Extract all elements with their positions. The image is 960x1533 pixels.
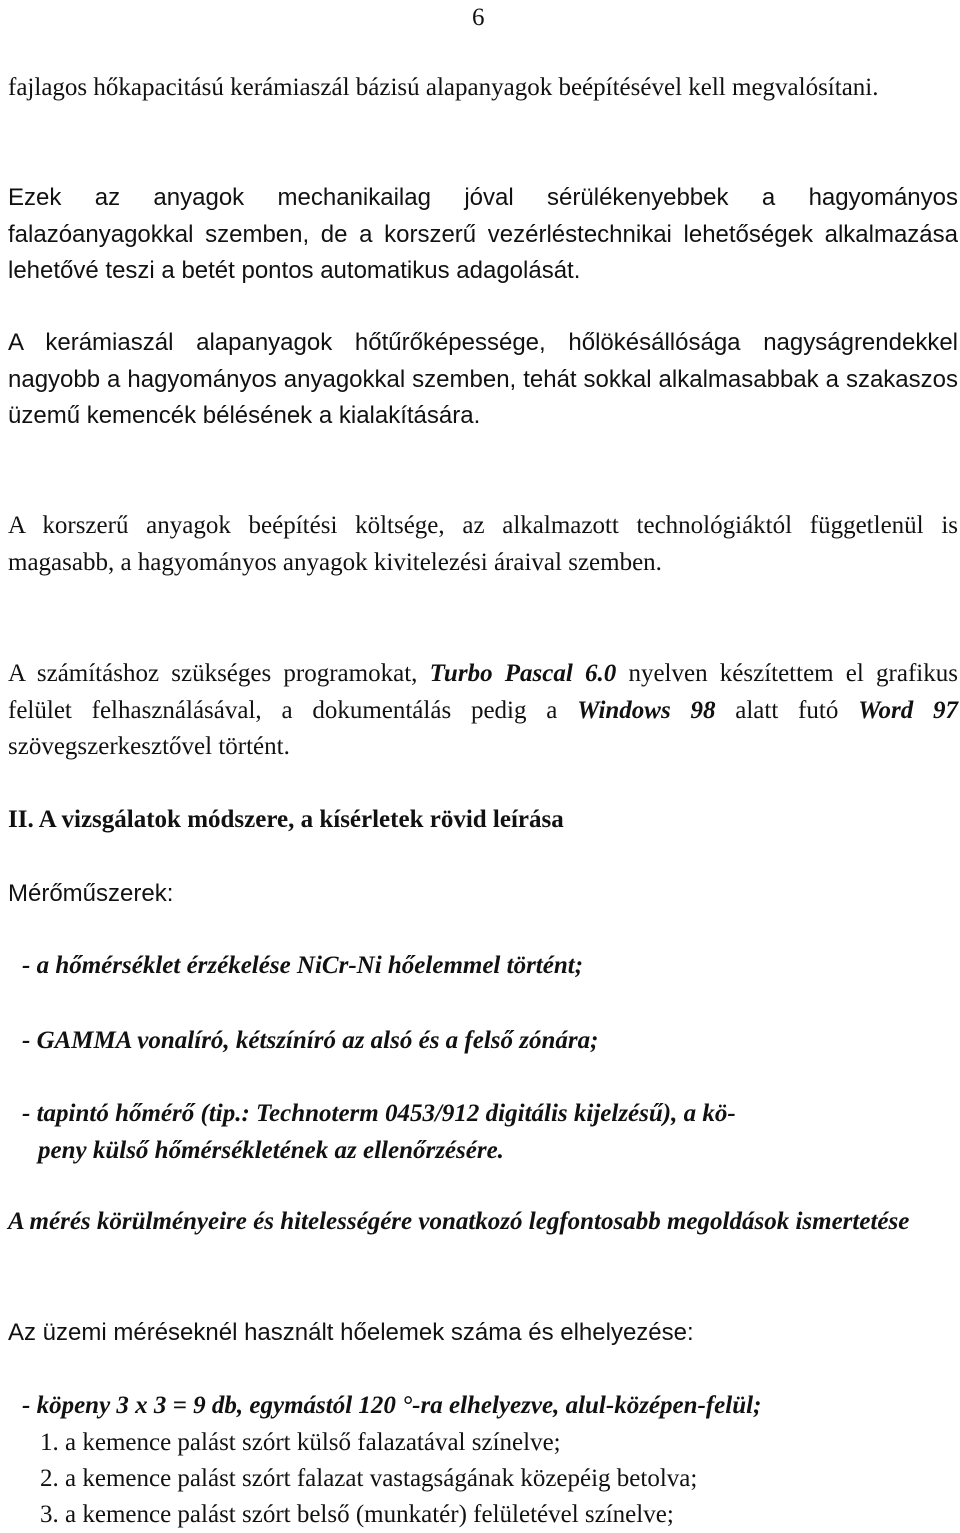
paragraph-5-text-4: szövegszerkesztővel történt. — [8, 733, 290, 760]
word-97-text: Word 97 — [858, 696, 958, 724]
paragraph-5-text-3: alatt futó — [715, 696, 859, 724]
paragraph-2: Ezek az anyagok mechanikailag jóval sérülékenyebbek a hagyományos falazóanyagokkal szemben, de a korszerű vezérléstechnikai lehetőségek alkalmazása lehetővé teszi a betét pontos automatikus adagolását. — [8, 184, 958, 284]
paragraph-5-text-2: nyelven készítettem el grafikus felület felhasználásával, a dokumentálás pedig a — [8, 660, 958, 724]
instruments-label: Mérőműszerek: — [8, 880, 174, 907]
bullet-item — [22, 1095, 942, 1169]
bullet-item: - köpeny 3 x 3 = 9 db, egymástól 120 °-ra elhelyezve, alul-középen-felül; — [22, 1392, 762, 1419]
thermocouple-title: Az üzemi méréseknél használt hőelemek száma és elhelyezése: — [8, 1319, 694, 1346]
numbered-item: 1. a kemence palást szórt külső falazatával színelve; — [40, 1429, 561, 1456]
numbered-item: 2. a kemence palást szórt falazat vastagságának közepéig betolva; — [40, 1465, 698, 1492]
bullet-item-line-2: peny külső hőmérsékletének az ellenőrzésére. — [38, 1137, 504, 1164]
numbered-item: 3. a kemence palást szórt belső (munkatér) felületével színelve; — [40, 1501, 674, 1528]
subheading: A mérés körülményeire és hitelességére vonatkozó legfontosabb megoldások ismertetése — [8, 1208, 910, 1235]
paragraph-3: A kerámiaszál alapanyagok hőtűrőképessége, hőlökésállósága nagyságrendekkel nagyobb a hagyományos anyagokkal szemben, tehát sokkal alkalmasabbak a szakaszos üzemű kemencék bélésének a kialakítására. — [8, 329, 958, 429]
paragraph-5-text-1: A számításhoz szükséges programokat, — [8, 660, 430, 687]
page-number: 6 — [472, 4, 485, 31]
paragraph-4: A korszerű anyagok beépítési költsége, az alkalmazott technológiáktól függetlenül is magasabb, a hagyományos anyagok kivitelezési áraival szemben. — [8, 512, 958, 576]
paragraph-5 — [8, 656, 958, 766]
section-heading: II. A vizsgálatok módszere, a kísérletek rövid leírása — [8, 806, 564, 833]
bullet-item: - a hőmérséklet érzékelése NiCr-Ni hőelemmel történt; — [22, 952, 584, 979]
turbo-pascal-text: Turbo Pascal 6.0 — [429, 660, 617, 687]
bullet-item: - GAMMA vonalíró, kétszíníró az alsó és a felső zónára; — [22, 1027, 599, 1054]
bullet-item-line-1: - tapintó hőmérő (tip.: Technoterm 0453/912 digitális kijelzésű), a kö- — [22, 1100, 736, 1127]
paragraph-1: fajlagos hőkapacitású kerámiaszál bázisú alapanyagok beépítésével kell megvalósítani. — [8, 74, 879, 101]
windows-98-text: Windows 98 — [577, 696, 716, 724]
